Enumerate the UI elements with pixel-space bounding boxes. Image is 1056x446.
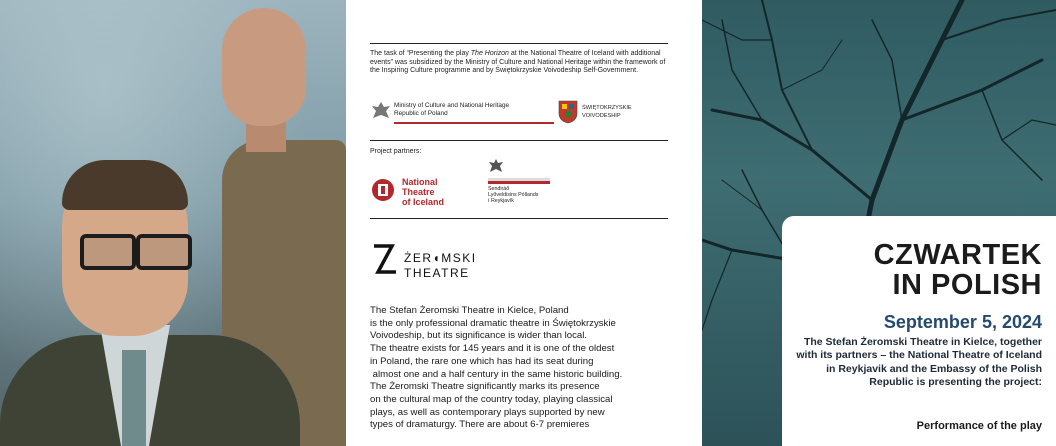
- body-line: almost one and a half century in the same historic building.: [370, 368, 623, 380]
- glasses-icon: [80, 234, 136, 270]
- body-line: types of dramaturgy. There are about 6-7 premieres: [370, 419, 590, 431]
- body-line: The Żeromski Theatre significantly marks its presence: [370, 381, 600, 393]
- body-line: is the only professional dramatic theatre in Świętokrzyskie: [370, 317, 616, 329]
- national-theatre-label: National Theatre of Iceland: [402, 177, 445, 207]
- body-line: The theatre exists for 145 years and it is one of the oldest: [370, 343, 615, 355]
- zeromski-wordmark: ŻER◖MSKI THEATRE: [404, 251, 477, 280]
- theatre-description: [370, 305, 700, 432]
- actor-background-head: [222, 8, 306, 126]
- event-description: The Stefan Żeromski Theatre in Kielce, together with its partners – the National Theatre of Iceland in Reykjavik and the Embassy of the Polish Republic is presenting the project:: [796, 336, 1042, 389]
- eagle-emblem-icon: [488, 158, 504, 174]
- event-card: [782, 216, 1056, 446]
- event-panel: [702, 0, 1056, 446]
- body-line: Voivodeship, but its significance is wider than local.: [370, 330, 588, 342]
- body-line: in Poland, the rare one which has had its seat during: [370, 355, 594, 367]
- body-line: on the cultural map of the country today, playing classical: [370, 393, 613, 405]
- event-date: September 5, 2024: [883, 312, 1042, 332]
- body-line: plays, as well as contemporary plays supported by new: [370, 406, 605, 418]
- theatre-photo: [0, 0, 346, 446]
- divider: [370, 140, 668, 141]
- body-line: The Stefan Żeromski Theatre in Kielce, Poland: [370, 305, 569, 316]
- actor-tie: [122, 350, 146, 446]
- embassy-label: Sendiráð Lyðveldisins Póllands í Reykjavík: [488, 186, 539, 205]
- eagle-emblem-icon: [370, 100, 392, 124]
- divider: [370, 218, 668, 219]
- event-subtitle: Performance of the play: [916, 420, 1042, 432]
- info-leaflet: [346, 0, 702, 446]
- zeromski-z-icon: [370, 242, 400, 276]
- divider: [370, 43, 668, 44]
- voivodeship-label: ŚWIĘTOKRZYSKIE VOIVODESHIP: [582, 105, 632, 119]
- funding-statement: The task of “Presenting the play The Horizon at the National Theatre of Iceland with additional events” was subsidized by the Ministry of Culture and National Heritage within the framework of the Inspiring Culture programme and by Świętokrzyskie Voivodeship Self-Government.: [370, 50, 666, 75]
- theatre-emblem-icon: [370, 178, 396, 202]
- ministry-label: Ministry of Culture and National Heritage Republic of Poland: [394, 102, 510, 117]
- partners-label: Project partners:: [370, 148, 422, 155]
- coat-of-arms-icon: [558, 100, 578, 124]
- event-title: CZWARTEK IN POLISH: [873, 239, 1042, 301]
